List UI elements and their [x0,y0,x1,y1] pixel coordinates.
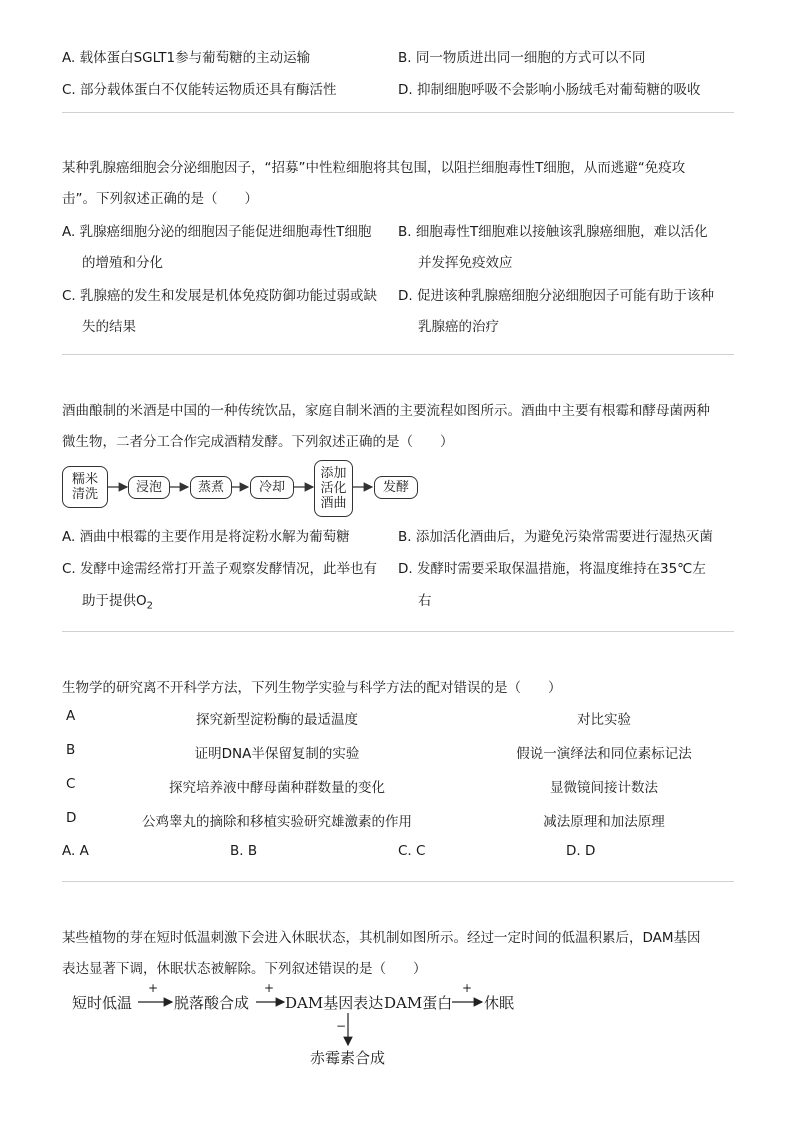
q4-row-b-method: 假说一演绎法和同位素标记法 [516,746,692,762]
q2-stem-line2: 击”。下列叙述正确的是（ ） [62,191,258,207]
q3-stem-line1: 酒曲酿制的米酒是中国的一种传统饮品，家庭自制米酒的主要流程如图所示。酒曲中主要有根霉和酵母菌两种 [62,403,710,419]
q2-stem-line1: 某种乳腺癌细胞会分泌细胞因子，“招募”中性粒细胞将其包围，以阻拦细胞毒性T细胞，从而逃避“免疫攻 [62,160,686,176]
q4-row-c-exp: 探究培养液中酵母菌种群数量的变化 [169,780,385,796]
q1-option-c: C. 部分载体蛋白不仅能转运物质还具有酶活性 [62,82,337,98]
plus-sign: + [148,981,159,995]
node-dam-gene-expression: DAM基因表达 [285,994,384,1012]
q3-option-c-text: 助于提供O [82,593,147,609]
flow-step-text: 糯米 [71,472,98,487]
q4-row-b-label: B [66,742,76,758]
q4-row-d-exp: 公鸡睾丸的摘除和移植实验研究雄激素的作用 [142,814,412,830]
q4-row-b-exp: 证明DNA半保留复制的实验 [194,746,360,762]
flow-step-steam: 蒸煮 [190,476,232,499]
q3-option-c-line1: C. 发酵中途需经常打开盖子观察发酵情况，此举也有 [62,561,378,577]
q4-option-a: A. A [62,843,89,859]
divider [62,631,734,632]
q2-option-d-line2: 乳腺癌的治疗 [418,319,499,335]
flow-step-text: 活化 [320,481,347,496]
q4-option-c: C. C [398,843,426,859]
q4-option-b: B. B [230,843,258,859]
divider [62,354,734,355]
q4-option-d: D. D [566,843,596,859]
minus-sign: − [336,1019,347,1033]
node-ga-synthesis: 赤霉素合成 [310,1049,386,1067]
q3-stem-line2: 微生物，二者分工合作完成酒精发酵。下列叙述正确的是（ ） [62,434,454,450]
q4-row-d-label: D [66,810,77,826]
q4-row-c-method: 显微镜间接计数法 [550,780,658,796]
q2-option-c-line1: C. 乳腺癌的发生和发展是机体免疫防御功能过弱或缺 [62,288,378,304]
flow-step-text: 添加 [320,466,347,481]
q2-option-a-line1: A. 乳腺癌细胞分泌的细胞因子能促进细胞毒性T细胞 [62,224,372,240]
node-short-cold: 短时低温 [72,994,133,1012]
q4-row-a-label: A [66,708,76,724]
node-dormancy: 休眠 [484,994,515,1012]
flow-step-ferment: 发酵 [374,476,418,499]
q2-option-b-line1: B. 细胞毒性T细胞难以接触该乳腺癌细胞，难以活化 [398,224,708,240]
q3-option-c-line2 [82,589,153,612]
q5-stem-line2: 表达显著下调，休眠状态被解除。下列叙述错误的是（ ） [62,961,427,977]
flow-step-add-koji [314,460,353,517]
plus-sign: + [462,981,473,995]
q1-option-a: A. 载体蛋白SGLT1参与葡萄糖的主动运输 [62,50,311,66]
q3-flow-diagram [60,460,420,520]
flow-step-cool: 冷却 [250,476,294,499]
divider [62,112,734,113]
flow-step-wash [62,466,108,508]
flow-step-text: 清洗 [71,487,98,502]
q2-option-c-line2: 失的结果 [82,319,136,335]
q4-row-c-label: C [66,776,76,792]
q2-option-d-line1: D. 促进该种乳腺癌细胞分泌细胞因子可能有助于该种 [398,288,714,304]
q5-stem-line1: 某些植物的芽在短时低温刺激下会进入休眠状态，其机制如图所示。经过一定时间的低温积累后，DAM基因 [62,930,701,946]
q4-stem: 生物学的研究离不开科学方法，下列生物学实验与科学方法的配对错误的是（ ） [62,680,562,696]
q3-option-d-line1: D. 发酵时需要采取保温措施，将温度维持在35℃左 [398,561,706,577]
divider [62,881,734,882]
q3-option-d-line2: 右 [418,593,432,609]
q1-option-b: B. 同一物质进出同一细胞的方式可以不同 [398,50,646,66]
flow-step-text: 酒曲 [320,496,347,511]
flow-step-soak: 浸泡 [128,476,170,499]
q3-option-a: A. 酒曲中根霉的主要作用是将淀粉水解为葡萄糖 [62,529,350,545]
q1-option-d: D. 抑制细胞呼吸不会影响小肠绒毛对葡萄糖的吸收 [398,82,701,98]
q4-row-a-exp: 探究新型淀粉酶的最适温度 [196,712,358,728]
q4-row-a-method: 对比实验 [577,712,631,728]
node-dam-protein: DAM蛋白 [384,994,453,1012]
node-aba-synthesis: 脱落酸合成 [174,994,250,1012]
q2-option-b-line2: 并发挥免疫效应 [418,255,513,271]
flow-arrows [60,460,420,520]
q3-option-b: B. 添加活化酒曲后，为避免污染常需要进行湿热灭菌 [398,529,713,545]
plus-sign: + [264,981,275,995]
q2-option-a-line2: 的增殖和分化 [82,255,163,271]
q5-mechanism-diagram [60,981,530,1075]
q4-row-d-method: 减法原理和加法原理 [543,814,665,830]
subscript: 2 [146,600,154,612]
